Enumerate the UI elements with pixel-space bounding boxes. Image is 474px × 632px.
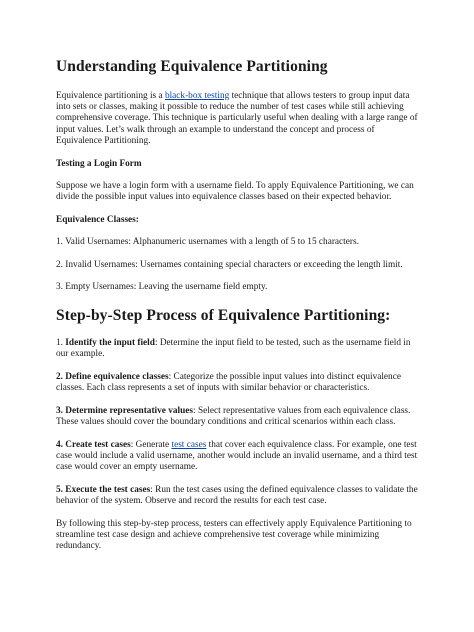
black-box-testing-link[interactable]: black-box testing <box>164 90 230 101</box>
step-number: 2. <box>56 371 63 382</box>
step-number: 4. <box>56 439 63 450</box>
class-item-valid: 1. Valid Usernames: Alphanumeric usernames with a length of 5 to 15 characters. <box>56 237 359 248</box>
intro-text-end: technique that allows testers to group input data into sets or classes, making it possible to reduce the number of test cases while still achieving comprehensive coverage. This technique is particularly useful when dealing with a large range of input values. Let’s walk through an example to understand the concept and process of Equivalence Partitioning. <box>56 90 418 147</box>
step-number: 5. <box>56 484 63 495</box>
subheading-classes: Equivalence Classes: <box>56 214 139 225</box>
step-text: : Select representative values from each equivalence class. These values should cover the boundary conditions and critical scenarios within each class. <box>56 405 411 428</box>
subheading-login: Testing a Login Form <box>56 158 142 169</box>
conclusion-paragraph: By following this step-by-step process, testers can effectively apply Equivalence Partitioning to streamline test case design and achieve comprehensive test coverage while minimizing redundancy. <box>56 518 412 552</box>
step-text: : Run the test cases using the defined equivalence classes to validate the behavior of the system. Observe and record the results for each test case. <box>56 484 418 507</box>
test-cases-link[interactable]: test cases <box>171 439 207 450</box>
step-lead: Execute the test cases <box>62 484 151 495</box>
step-text: : Categorize the possible input values into distinct equivalence classes. Each class represents a set of inputs with similar behavior or characteristics. <box>56 371 401 394</box>
step-lead: Define equivalence classes <box>62 371 169 382</box>
intro-text-start: Equivalence partitioning is a <box>56 90 165 101</box>
step-item-3 <box>56 406 418 429</box>
class-item-empty: 3. Empty Usernames: Leaving the username field empty. <box>56 282 268 293</box>
step-number: 1. <box>56 338 63 349</box>
step-text-start: : Generate <box>130 439 172 450</box>
step-item-2 <box>56 372 418 395</box>
step-lead: Identify the input field <box>62 338 155 349</box>
step-item-1 <box>56 338 418 361</box>
section-title-process: Step-by-Step Process of Equivalence Partitioning: <box>56 307 391 325</box>
document-page <box>56 58 418 564</box>
step-text: that cover each equivalence class. For example, one test case would include a valid username, another would include an invalid username, and a third test case would cover an empty username. <box>56 439 418 473</box>
step-item-4 <box>56 440 418 474</box>
class-item-invalid: 2. Invalid Usernames: Usernames containing special characters or exceeding the length limit. <box>56 259 403 270</box>
step-number: 3. <box>56 405 63 416</box>
page-title: Understanding Equivalence Partitioning <box>56 58 328 75</box>
step-lead: Create test cases <box>62 439 131 450</box>
step-lead: Determine representative values <box>62 405 194 416</box>
step-text: : Determine the input field to be tested, such as the username field in our example. <box>56 338 411 360</box>
step-item-5 <box>56 485 418 508</box>
intro-paragraph <box>56 91 418 148</box>
login-paragraph: Suppose we have a login form with a username field. To apply Equivalence Partitioning, we can divide the possible input values into equivalence classes based on their expected behavior. <box>56 181 414 203</box>
